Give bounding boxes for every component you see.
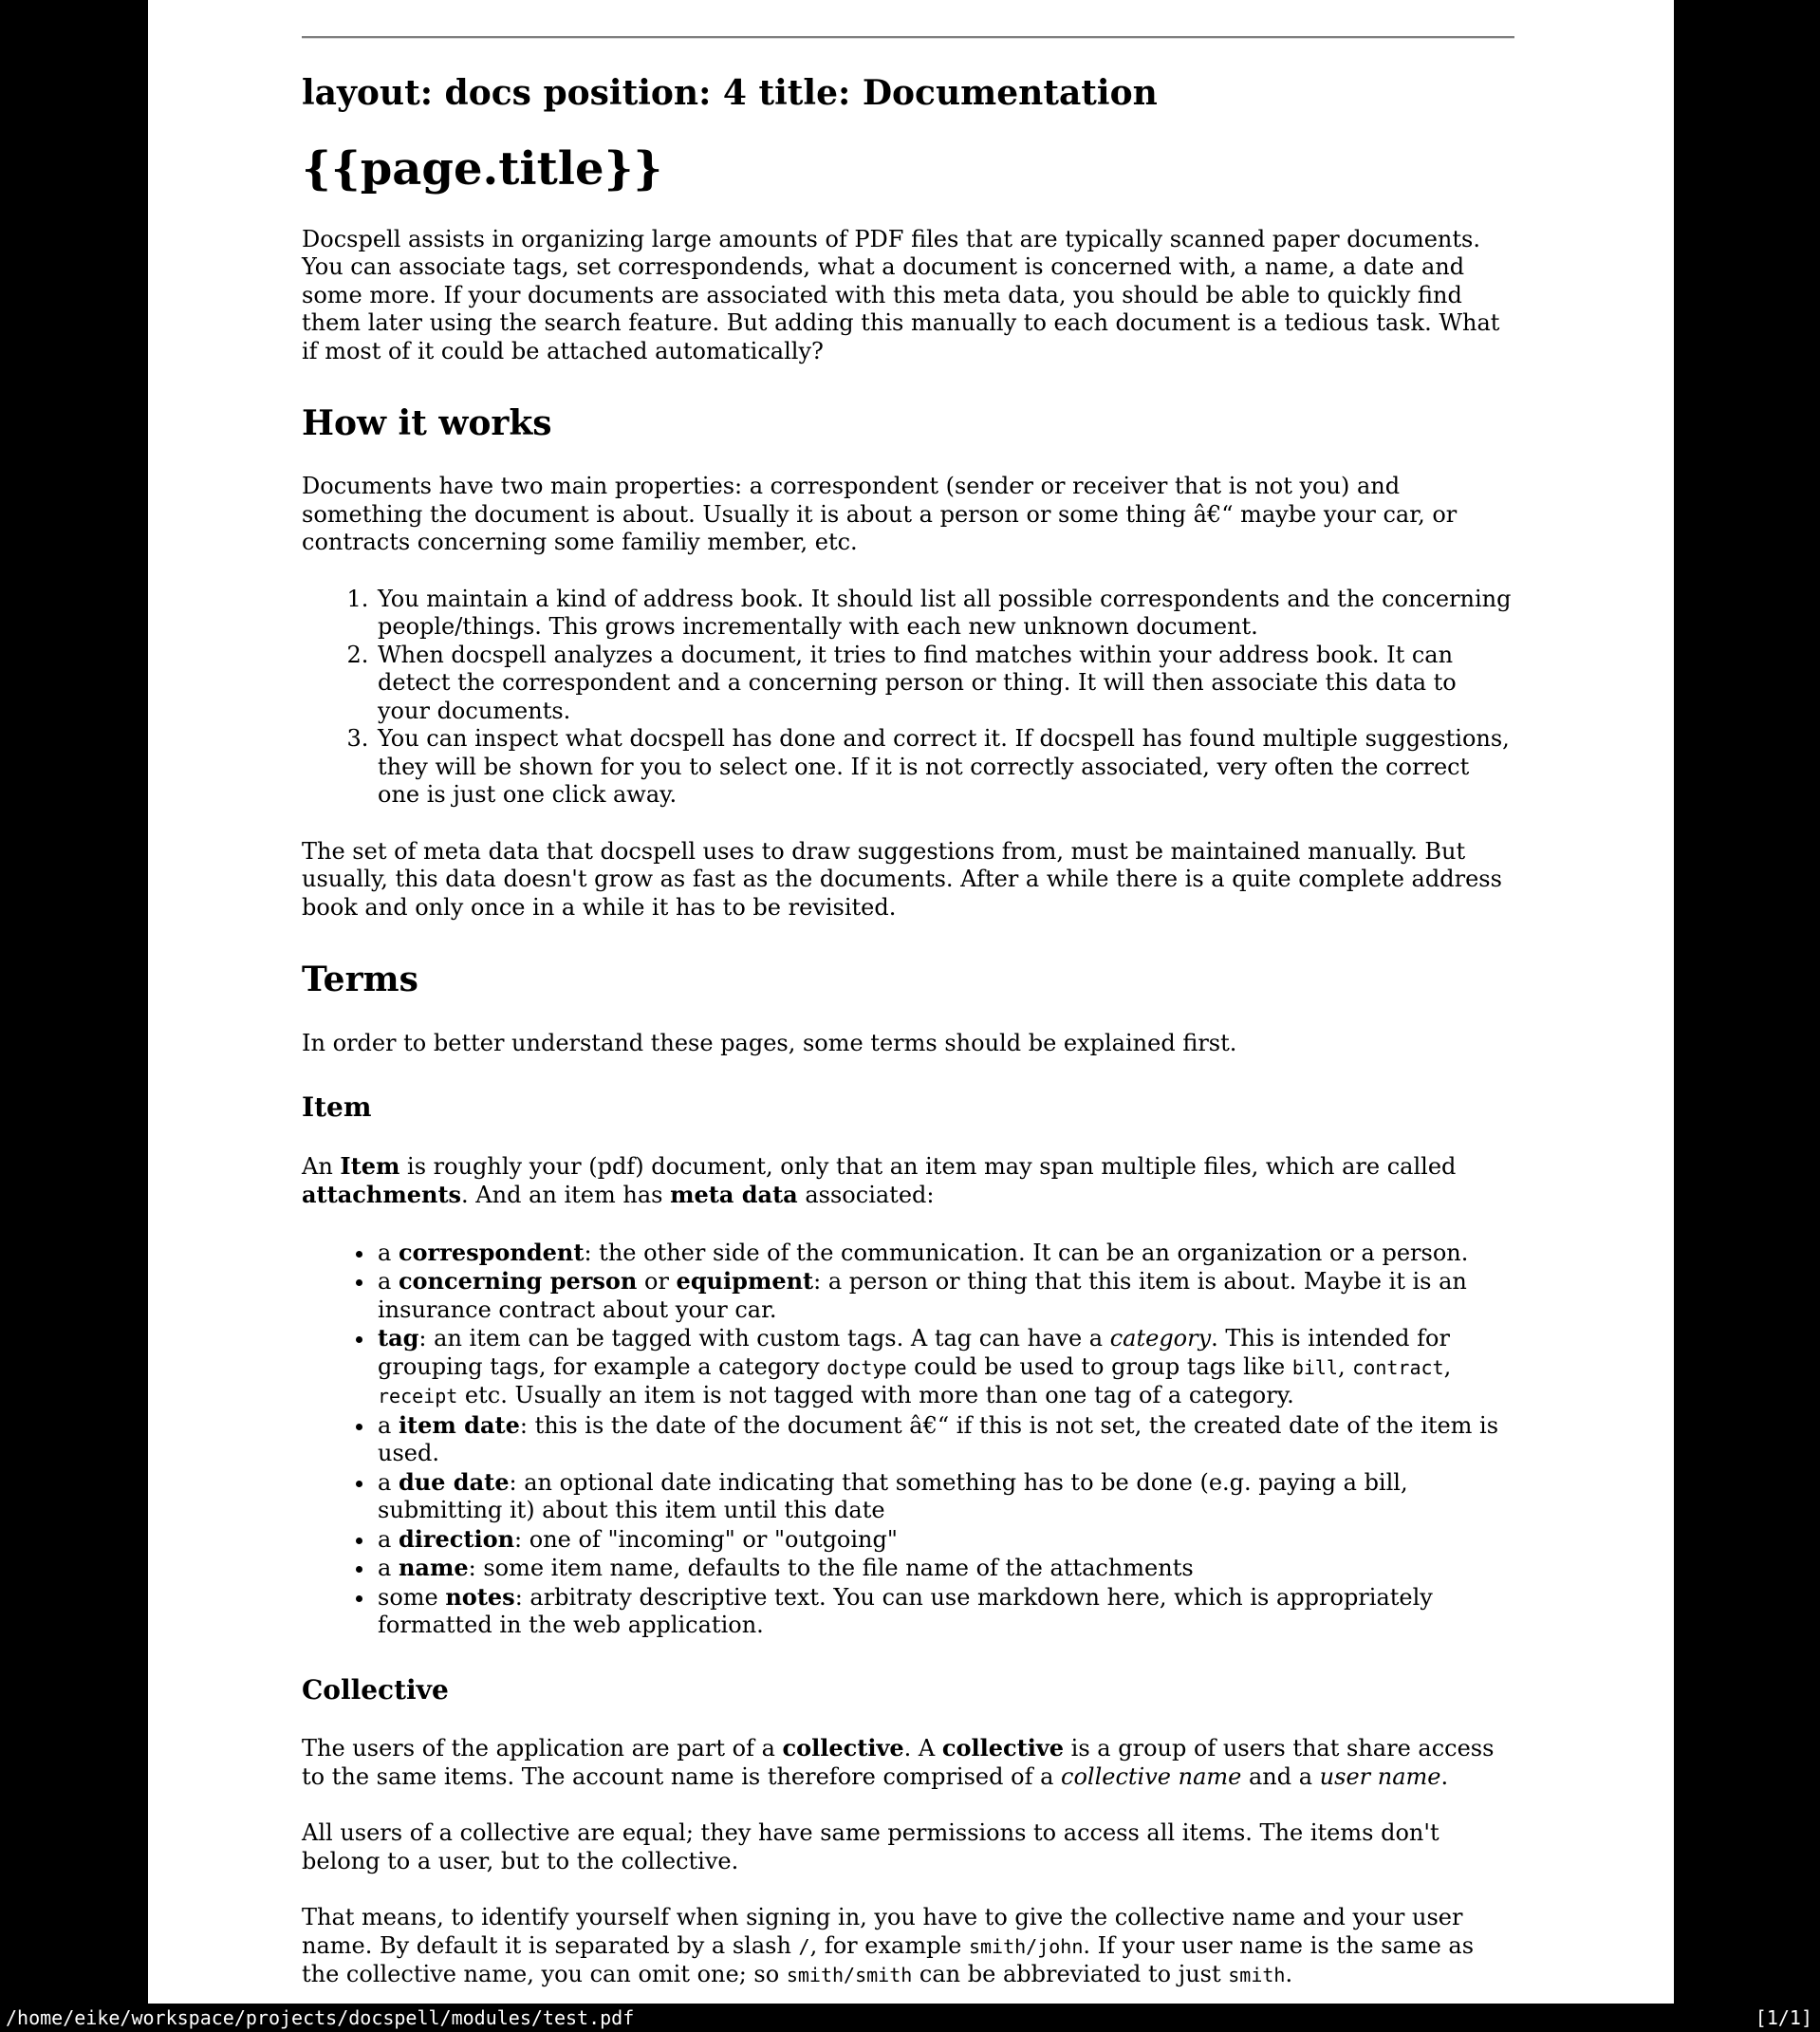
metadata-item: • a name: some item name, defaults to the file name of the attachments: [376, 1554, 1514, 1583]
para-properties: Documents have two main properties: a correspondent (sender or receiver that is not you) and something the document is about. Usually it is about a person or some thing â€“ maybe your car, or contracts concerning some familiy member, etc.: [302, 473, 1458, 556]
para-terms-intro: In order to better understand these pages, some terms should be explained first.: [302, 1029, 1237, 1056]
workflow-step: 1. You maintain a kind of address book. It should list all possible correspondents and the concerning people/things. This grows incrementally with each new unknown document.: [376, 586, 1514, 642]
pdf-page: [148, 0, 1674, 2004]
heading-terms: Terms: [302, 960, 418, 1000]
metadata-item: • tag: an item can be tagged with custom tags. A tag can have a category. This is intended for grouping tags, for example a category doctype could be used to group tags like bill, contract, receipt etc. Usually an item is not tagged with more than one tag of a category.: [376, 1324, 1514, 1411]
statusbar-page-indicator: [1/1]: [1755, 2006, 1812, 2029]
workflow-step: 2. When docspell analyzes a document, it tries to find matches within your address book. It can detect the correspondent and a concerning person or thing. It will then associate this data to your documents.: [376, 642, 1514, 726]
page-title: {{page.title}}: [302, 142, 663, 196]
list-workflow-steps: [302, 586, 1514, 810]
heading-how-it-works: How it works: [302, 403, 552, 444]
metadata-item: • a item date: this is the date of the document â€“ if this is not set, the created date of the item is used.: [376, 1411, 1514, 1468]
heading-item: Item: [302, 1091, 372, 1124]
frontmatter-divider: [302, 36, 1514, 39]
para-collective-permissions: All users of a collective are equal; they have same permissions to access all items. The items don't belong to a user, but to the collective.: [302, 1819, 1439, 1874]
para-item-definition: An Item is roughly your (pdf) document, only that an item may span multiple files, which are called attachments. And an item has meta data associated:: [302, 1151, 1457, 1209]
para-collective-signin: That means, to identify yourself when signing in, you have to give the collective name and your user name. By default it is separated by a slash /, for example smith/john. If your user name is the same as the collective name, you can omit one; so smith/smith can be abbreviated to just smith.: [302, 1904, 1475, 1988]
para-meta-data: The set of meta data that docspell uses to draw suggestions from, must be maintained manually. But usually, this data doesn't grow as fast as the documents. After a while there is a quite complete address book and only once in a while it has to be revisited.: [302, 837, 1502, 921]
metadata-item: • some notes: arbitraty descriptive text. You can use markdown here, which is appropriately formatted in the web application.: [376, 1583, 1514, 1640]
workflow-step: 3. You can inspect what docspell has done and correct it. If docspell has found multiple suggestions, they will be shown for you to select one. If it is not correctly associated, very often the correct one is just one click away.: [376, 725, 1514, 810]
metadata-item: • a concerning person or equipment: a person or thing that this item is about. Maybe it is an insurance contract about your car.: [376, 1267, 1514, 1324]
list-item-metadata: [302, 1239, 1514, 1640]
statusbar-file-path: /home/eike/workspace/projects/docspell/modules/test.pdf: [6, 2006, 635, 2029]
metadata-item: • a correspondent: the other side of the communication. It can be an organization or a person.: [376, 1239, 1514, 1268]
heading-collective: Collective: [302, 1673, 449, 1706]
statusbar: [0, 2004, 1820, 2032]
pdf-page-content: [148, 36, 1674, 1990]
metadata-item: • a due date: an optional date indicating that something has to be done (e.g. paying a bill, submitting it) about this item until this date: [376, 1468, 1514, 1525]
para-collective-definition: The users of the application are part of a collective. A collective is a group of users that share access to the same items. The account name is therefore comprised of a collective name and a user name.: [302, 1734, 1495, 1790]
para-intro: Docspell assists in organizing large amounts of PDF files that are typically scanned paper documents. You can associate tags, set correspondends, what a document is concerned with, a name, a date and some more. If your documents are associated with this meta data, you should be able to quickly find them later using the search feature. But adding this manually to each document is a tedious task. What if most of it could be attached automatically?: [302, 225, 1500, 364]
frontmatter-heading: layout: docs position: 4 title: Documentation: [302, 73, 1158, 113]
metadata-item: • a direction: one of "incoming" or "outgoing": [376, 1525, 1514, 1555]
